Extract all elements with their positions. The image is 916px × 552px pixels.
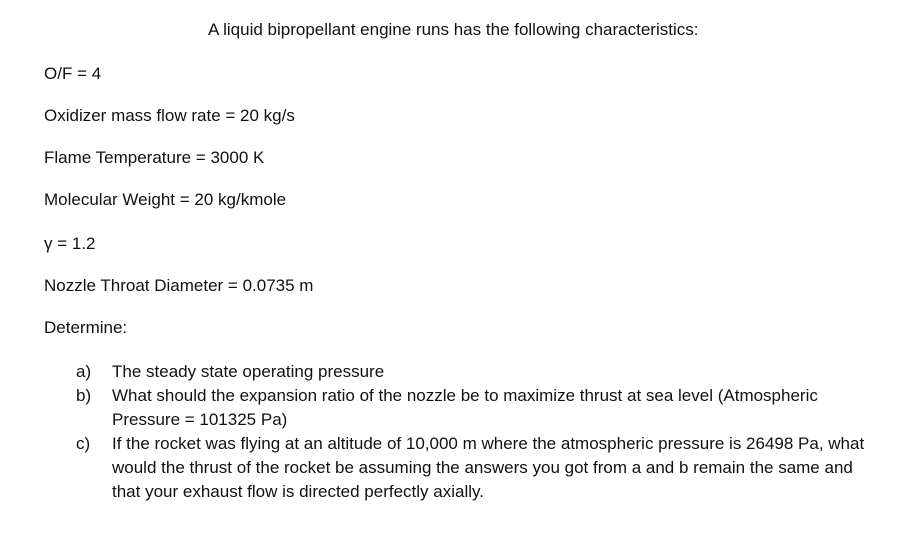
question-c: [76, 432, 876, 504]
gamma-value: γ = 1.2: [44, 234, 96, 253]
question-a: [76, 360, 876, 384]
question-a-text: The steady state operating pressure: [112, 362, 385, 381]
nozzle-throat-diameter: Nozzle Throat Diameter = 0.0735 m: [44, 276, 314, 295]
question-b-marker: b): [76, 386, 92, 405]
oxidizer-mass-flow-rate: Oxidizer mass flow rate = 20 kg/s: [44, 106, 295, 125]
question-b-text: What should the expansion ratio of the nozzle be to maximize thrust at sea level (Atmospheric Pressure = 101325 Pa): [112, 386, 818, 429]
flame-temperature: Flame Temperature = 3000 K: [44, 148, 265, 167]
question-list: [76, 360, 876, 504]
question-c-marker: c): [76, 434, 91, 453]
oxidizer-fuel-ratio: O/F = 4: [44, 64, 102, 83]
molecular-weight: Molecular Weight = 20 kg/kmole: [44, 190, 287, 209]
question-a-marker: a): [76, 362, 92, 381]
question-c-text: If the rocket was flying at an altitude of 10,000 m where the atmospheric pressure is 26498 Pa, what would the thrust of the rocket be assuming the answers you got from a and b remain the same and that your exhaust flow is directed perfectly axially.: [112, 434, 865, 501]
determine-label: Determine:: [44, 318, 128, 337]
problem-title: A liquid bipropellant engine runs has the following characteristics:: [208, 20, 699, 39]
question-b: [76, 384, 876, 432]
